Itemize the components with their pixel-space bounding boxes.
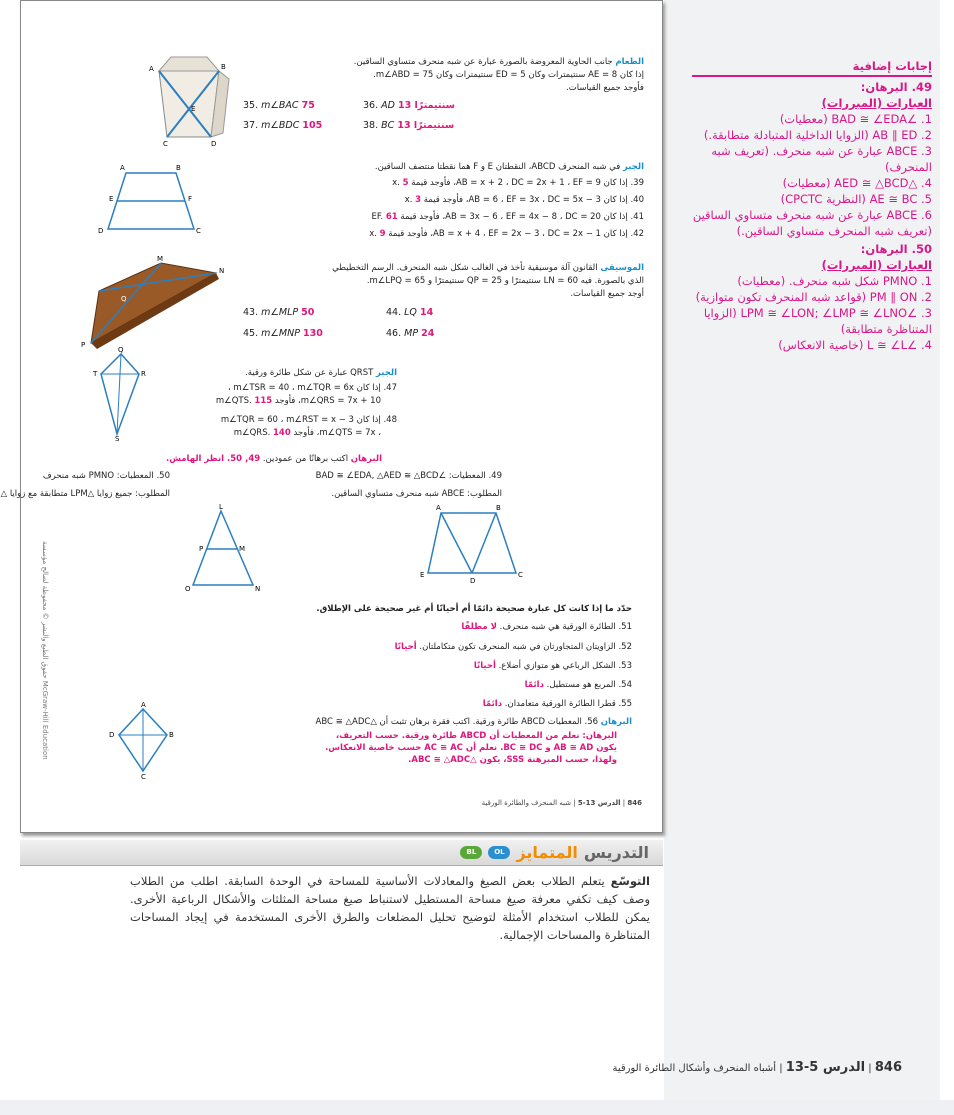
svg-text:D: D xyxy=(109,731,115,739)
svg-text:D: D xyxy=(211,140,217,148)
svg-text:E: E xyxy=(191,105,196,113)
proof-49-step: 3. ABCE عبارة عن شبه منحرف. (تعريف شبه المنحرف) xyxy=(711,144,932,174)
music-problem xyxy=(332,262,644,301)
question-54: 54. المربع هو مستطيل. دائمًا xyxy=(524,680,632,690)
proof-49-subtitle: العبارات (المبررات) xyxy=(821,96,932,110)
proof-49-step: 1. ∠BAD ≅ ∠EDA (معطيات) xyxy=(779,112,932,126)
page-footer: 846 | الدرس 5-13 | أشباه المنحرف وأشكال الطائرة الورقية xyxy=(612,1060,902,1075)
proof-50-step: 3. ∠LPM ≅ ∠LON; ∠LMP ≅ ∠LNO (الزوايا المتناظرة متطابقة) xyxy=(703,306,932,336)
question-56: البرهان 56. المعطيات ABCD طائرة ورقية. اكتب فقرة برهان تثبت أن △ABC ≅ △ADC xyxy=(315,717,632,727)
question-47-cont: m∠QRS = 7x + 10، فأوجد m∠QTS. xyxy=(215,396,381,406)
proof-50-given: 50. المعطيات: PMNO شبه منحرف xyxy=(42,471,170,481)
svg-text:M: M xyxy=(239,545,246,553)
proof-49-step: 5. AE ≅ BC (النظرية CPCTC) xyxy=(780,192,932,206)
kite-abcd-figure xyxy=(101,701,181,781)
algebra-trapezoid-problem xyxy=(369,161,644,241)
kite-problem xyxy=(216,367,397,440)
question-45: 45. m∠MNP 130 xyxy=(243,328,323,339)
svg-text:C: C xyxy=(141,773,146,781)
svg-text:A: A xyxy=(120,164,125,172)
svg-text:D: D xyxy=(470,577,476,585)
answer-56: البرهان: نعلم من المعطيات أن ABCD طائرة ورقية. حسب التعريف، يكون AB ≅ AD و BC ≅ DC. نعلم أن AC ≅ AC حسب خاصية الانعكاس. ولهذا، حسب المبرهنة SSS، يكون △ABC ≅ △ADC. xyxy=(325,731,617,765)
svg-text:L: L xyxy=(219,503,223,511)
sidebar-title: إجابات إضافية xyxy=(692,58,932,77)
copyright-credit: حقوق الطبع والنشر © محفوظة لصالح مؤسسة McGraw-Hill Education xyxy=(41,541,49,760)
proof-49-title: 49. البرهان: xyxy=(860,80,932,94)
svg-text:B: B xyxy=(496,504,501,512)
svg-text:B: B xyxy=(221,63,226,71)
proof-49-step: 4. △AED ≅ △BCD (معطيات) xyxy=(782,176,932,190)
food-text: إذا كان AE = 8 سنتيمترات وكان ED = 5 سنتيمترات وكان m∠ABD = 75. xyxy=(373,70,644,80)
inner-page-footer: 846 | الدرس 13-5 | شبه المنحرف والطائرة الورقية xyxy=(481,799,642,807)
banner-title-accent: المتمايز xyxy=(516,843,578,862)
page-number: 846 xyxy=(874,1060,902,1075)
tf-instruction: حدّد ما إذا كانت كل عبارة صحيحة دائمًا أم أحيانًا أم غير صحيحة على الإطلاق. xyxy=(316,604,632,614)
question-42: 42. إذا كان AB = x + 4 ، EF = 2x − 3 ، DC = 2x − 1، فأوجد قيمة x. 9 xyxy=(369,229,644,239)
trapezoid-abcd-figure xyxy=(96,161,206,236)
question-38: 38. BC 13 سنتيمترًا xyxy=(363,120,455,131)
food-text: فأوجد جميع القياسات. xyxy=(566,83,644,93)
answer-47: 115 xyxy=(254,396,273,406)
bl-badge: BL xyxy=(460,846,482,859)
extension-label: التوسّع xyxy=(610,874,651,888)
algebra-label: الجبر xyxy=(623,162,644,172)
extension-paragraph xyxy=(130,872,650,944)
food-label: الطعام xyxy=(615,57,644,67)
question-43: 43. m∠MLP 50 xyxy=(243,307,315,318)
svg-text:L: L xyxy=(89,285,93,293)
proof-50-step: 1. PMNO شكل شبه منحرف. (معطيات) xyxy=(737,274,932,288)
proof-50-subtitle: العبارات (المبررات) xyxy=(821,258,932,272)
trapezoid-abcde-figure xyxy=(416,501,526,586)
sidebar-content xyxy=(692,58,932,353)
bottom-strip xyxy=(0,1100,954,1115)
svg-text:A: A xyxy=(149,65,154,73)
svg-text:Q: Q xyxy=(121,295,127,303)
answer-48: 140 xyxy=(273,428,291,438)
question-48: 48. إذا كان m∠TQR = 60 ، m∠RST = x − 3 xyxy=(220,415,397,425)
question-51: 51. الطائرة الورقية هي شبه منحرف. لا مطلقًا xyxy=(461,622,632,632)
svg-text:R: R xyxy=(141,370,146,378)
svg-text:B: B xyxy=(176,164,181,172)
svg-text:C: C xyxy=(196,227,201,235)
algebra-text: في شبه المنحرف ABCD، النقطتان E و F هما نقطتا منتصف الساقين. xyxy=(374,162,621,172)
question-37: 37. m∠BDC 105 xyxy=(243,120,323,131)
differentiated-instruction-banner xyxy=(20,840,663,866)
svg-text:T: T xyxy=(93,370,98,378)
question-52: 52. الزاويتان المتجاورتان في شبه المنحرف تكون متكاملتان. أحيانًا xyxy=(394,642,632,652)
svg-text:F: F xyxy=(188,195,193,203)
svg-text:P: P xyxy=(81,341,86,349)
svg-text:D: D xyxy=(98,227,104,235)
music-label: الموسيقى xyxy=(600,263,644,273)
svg-text:M: M xyxy=(157,255,164,263)
proof-instruction: البرهان اكتب برهانًا من عمودين. 49, 50. انظر الهامش. xyxy=(166,454,382,464)
svg-text:A: A xyxy=(141,701,146,709)
svg-text:E: E xyxy=(420,571,425,579)
svg-text:O: O xyxy=(185,585,191,593)
proof-49-prove: المطلوب: ABCE شبه منحرف متساوي الساقين. xyxy=(331,489,502,499)
question-47: 47. إذا كان m∠TSR = 40 ، m∠TQR = 6x ، xyxy=(227,383,397,393)
music-text: الذي بالصورة. فيه LN = 60 سنتيمترًا و QP = 25 سنتيمترًا و m∠LPQ = 65. xyxy=(366,276,644,286)
svg-text:N: N xyxy=(219,267,225,275)
svg-text:C: C xyxy=(518,571,523,579)
question-48-cont: ، m∠QTS = 7x، فأوجد m∠QRS. xyxy=(233,428,381,438)
question-39: 39. إذا كان AB = x + 2 ، DC = 2x + 1 ، EF = 9، فأوجد قيمة x. 5 xyxy=(392,178,644,188)
food-text: جانب الحاوية المعروضة بالصورة عبارة عن شبه منحرف متساوي الساقين. xyxy=(353,57,613,67)
proof-50-prove: المطلوب: جميع زوايا △LPM متطابقة مع زوايا △ xyxy=(0,489,170,499)
extension-text: يتعلم الطلاب بعض الصيغ والمعادلات الأساسية للمساحة في الوحدة السابقة. اطلب من الطلاب وصف كيف تكفي معرفة صيغ مساحة المستطيل لاستنباط صيغ مساحة المثلثات والأشكال الرباعية الأخرى. يمكن للطلاب استخدام الأمثلة لتوضيح تحليل المضلعات والطرق الأخرى المستخدمة في إيجاد المساحات المتناظرة والمساحات الإجمالية. xyxy=(130,874,650,942)
triangle-lpmon-figure xyxy=(171,501,271,596)
svg-text:C: C xyxy=(163,140,168,148)
question-40: 40. إذا كان AB = 6 ، EF = 3x ، DC = 5x − 3، فأوجد قيمة x. 3 xyxy=(404,195,644,205)
musical-instrument-figure xyxy=(71,251,231,351)
svg-text:S: S xyxy=(115,435,120,441)
question-36: 36. AD 13 سنتيمترًا xyxy=(363,100,455,111)
question-55: 55. قطرا الطائرة الورقية متعامدان. دائمًا xyxy=(482,699,632,709)
food-container-figure xyxy=(141,49,236,149)
kite-qrst-figure xyxy=(91,346,151,441)
algebra-label: الجبر xyxy=(376,368,397,378)
question-53: 53. الشكل الرباعي هو متوازي أضلاع. أحيانًا xyxy=(473,661,632,671)
proof-50-step: 4. ∠L ≅ ∠L (خاصية الانعكاس) xyxy=(778,338,932,352)
algebra-text: QRST عبارة عن شكل طائرة ورقية. xyxy=(245,368,374,378)
proof-49-given: 49. المعطيات: ∠BAD ≅ ∠EDA, △AED ≅ △BCD xyxy=(315,471,502,481)
question-35: 35. m∠BAC 75 xyxy=(243,100,315,111)
question-46: 46. MP 24 xyxy=(386,328,435,339)
proof-50-step: 2. PM ∥ ON (قواعد شبه المنحرف تكون متوازية) xyxy=(695,290,932,304)
svg-text:Q: Q xyxy=(118,346,124,354)
ol-badge: OL xyxy=(488,846,510,859)
svg-text:A: A xyxy=(436,504,441,512)
svg-text:P: P xyxy=(199,545,204,553)
proof-49-step: 2. AB ∥ ED (الزوايا الداخلية المتبادلة متطابقة.) xyxy=(703,128,932,142)
svg-text:E: E xyxy=(109,195,114,203)
music-text: أوجد جميع القياسات. xyxy=(570,289,644,299)
proof-49-step: 6. ABCE عبارة عن شبه منحرف متساوي الساقين (تعريف شبه المنحرف متساوي الساقين.) xyxy=(692,208,932,238)
music-text: القانون آلة موسيقية تأخذ في الغالب شكل شبه المنحرف. الرسم التخطيطي xyxy=(332,263,598,273)
svg-text:B: B xyxy=(169,731,174,739)
banner-title: التدريس xyxy=(583,843,649,862)
question-41: 41. إذا كان AB = 3x − 6 ، EF = 4x − 8 ، DC = 20، فأوجد قيمة EF. 61 xyxy=(371,212,644,222)
proof-50-title: 50. البرهان: xyxy=(860,242,932,256)
question-44: 44. LQ 14 xyxy=(386,307,434,318)
svg-text:N: N xyxy=(255,585,261,593)
food-problem xyxy=(354,56,644,95)
